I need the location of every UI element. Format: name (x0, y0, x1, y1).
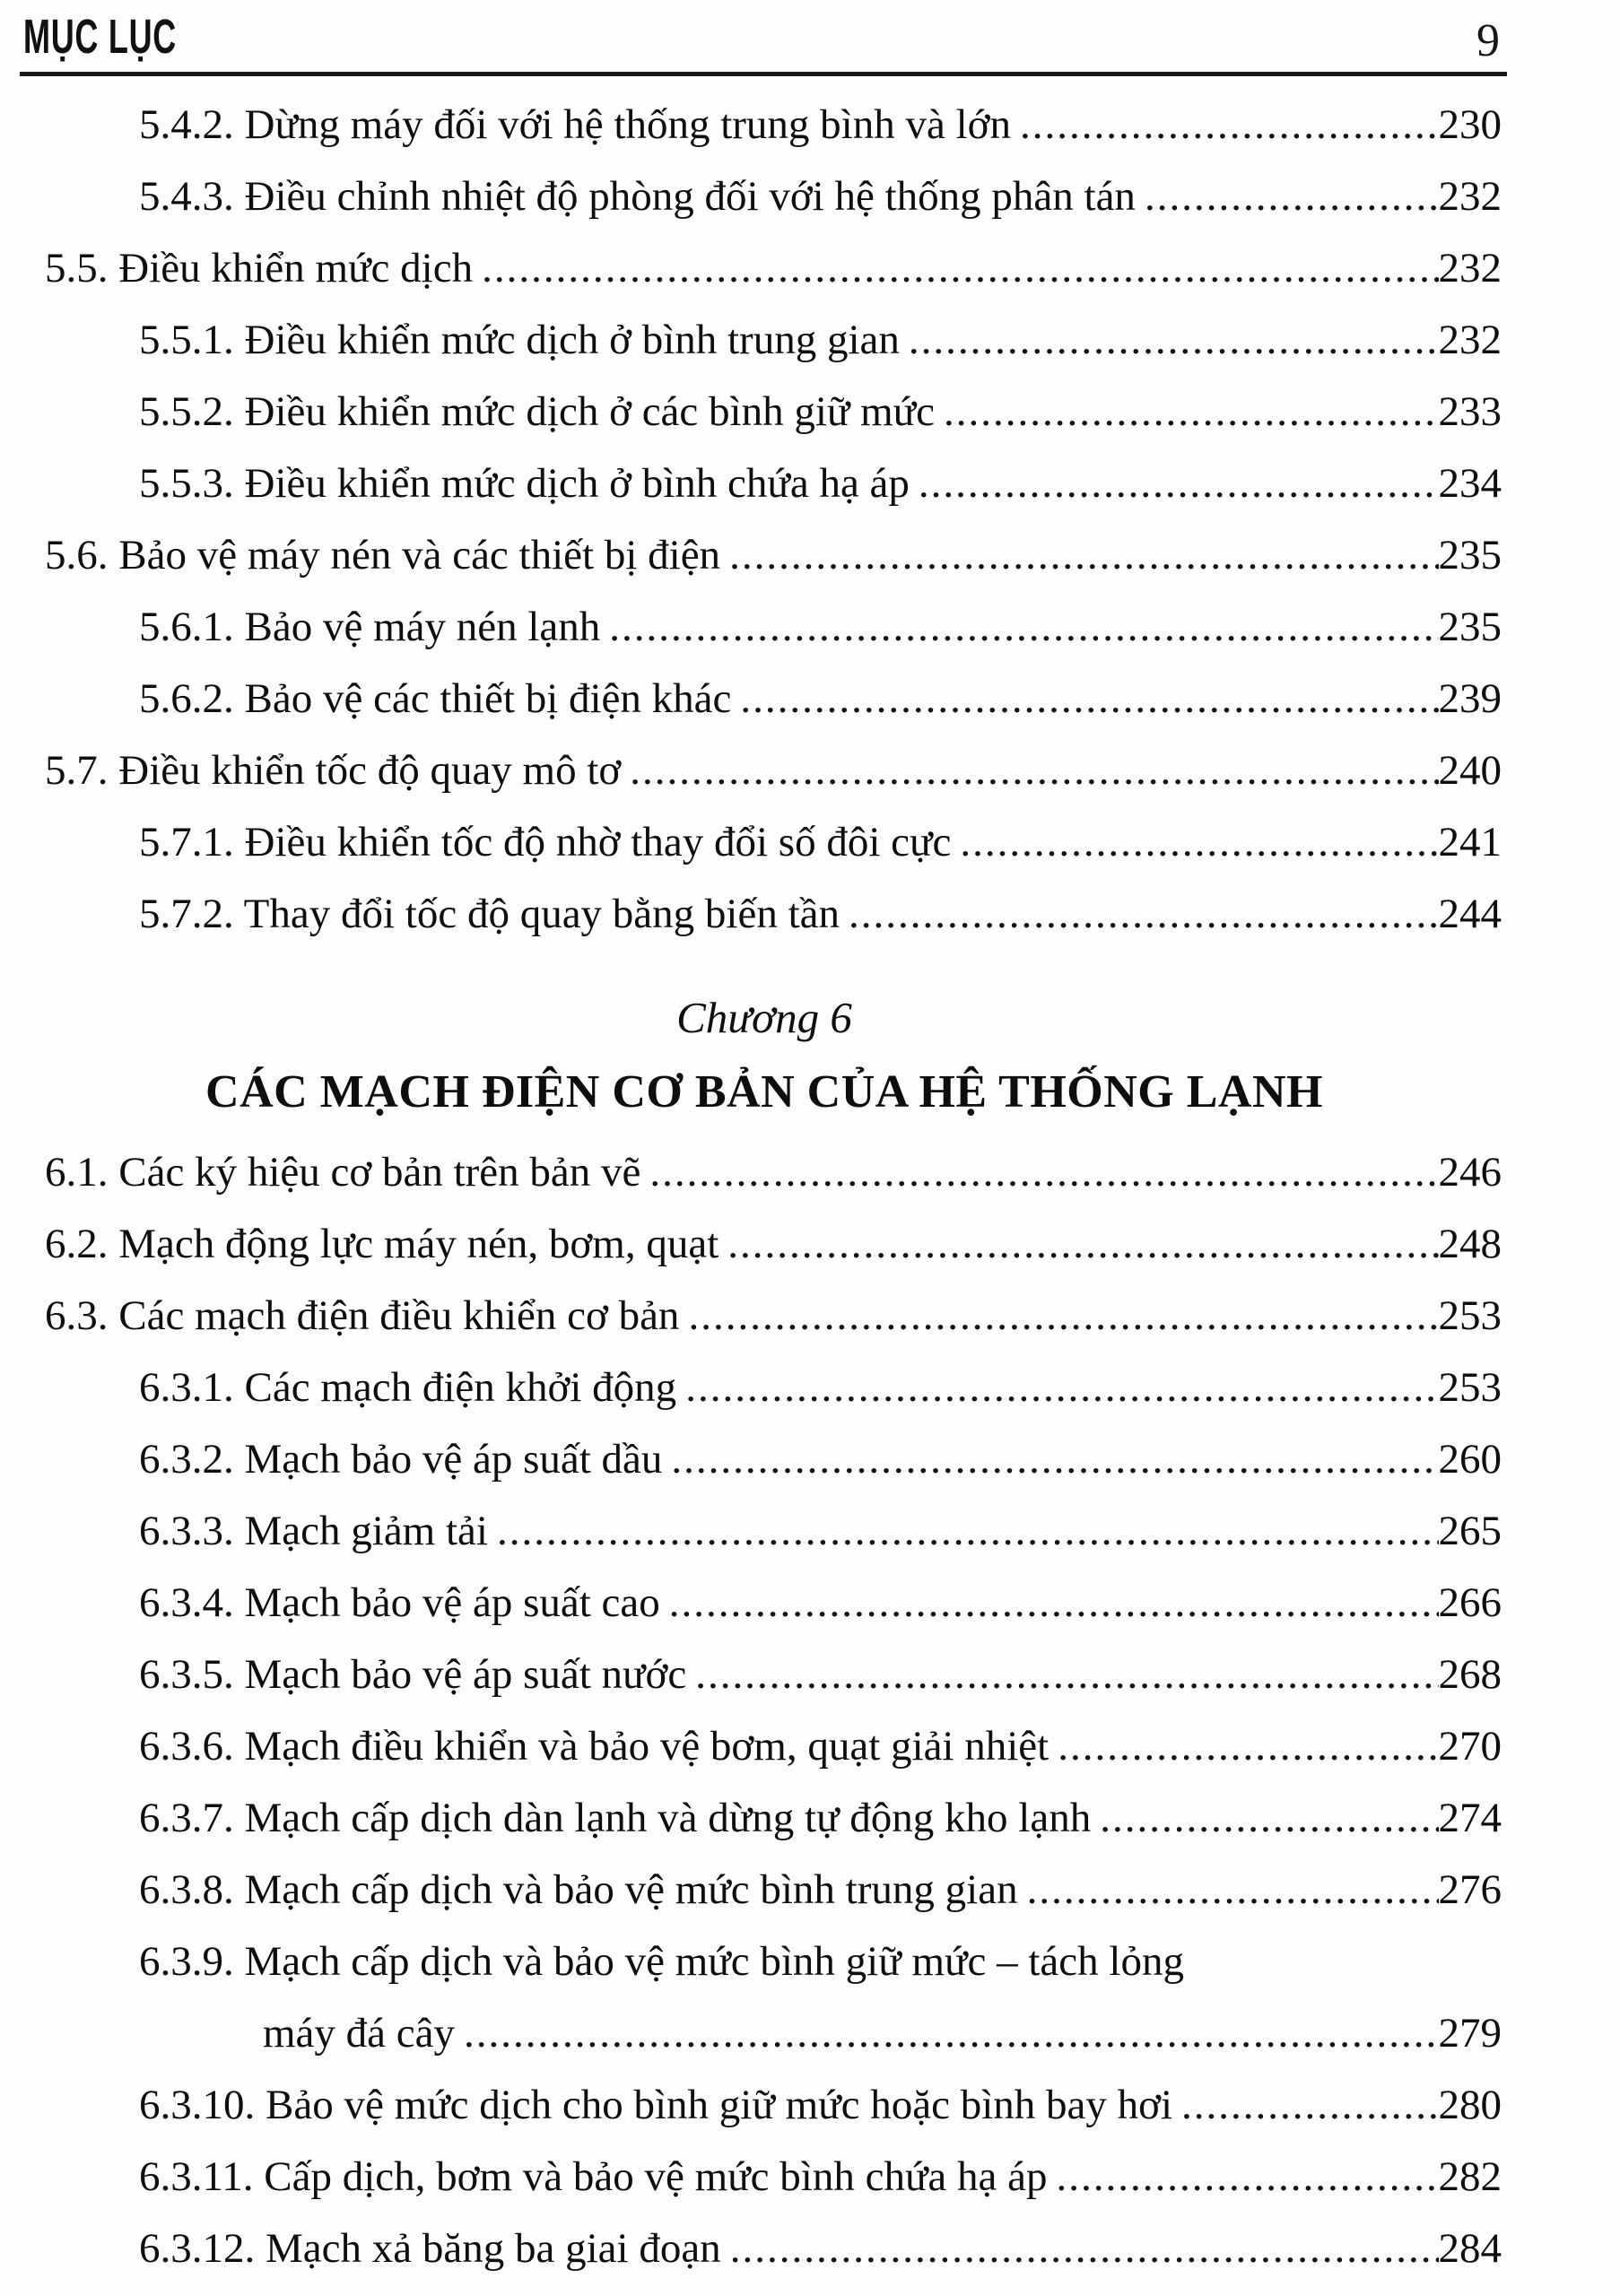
toc-entry-label: 6.3.5. Mạch bảo vệ áp suất nước (139, 1651, 687, 1698)
table-of-contents (0, 76, 1620, 2284)
toc-entry (0, 1854, 1502, 1926)
toc-entry (0, 448, 1502, 519)
toc-entry-page: 232 (1438, 173, 1502, 220)
chapter-title: CÁC MẠCH ĐIỆN CƠ BẢN CỦA HỆ THỐNG LẠNH (205, 1066, 1323, 1118)
page-header-title: MỤC LỤC (23, 9, 178, 64)
chapter-kicker: Chương 6 (676, 993, 852, 1042)
dot-leader (740, 663, 1438, 735)
dot-leader (688, 1280, 1438, 1352)
dot-leader (609, 591, 1438, 663)
toc-entry-label: 6.2. Mạch động lực máy nén, bơm, quạt (45, 1221, 719, 1267)
toc-entry-label: 6.3.3. Mạch giảm tải (139, 1508, 488, 1554)
toc-entry-label: máy đá cây (263, 2010, 456, 2057)
page-number: 9 (1476, 15, 1500, 66)
toc-entry (0, 1567, 1502, 1639)
toc-entry (0, 663, 1502, 735)
toc-entry-label: 5.4.3. Điều chỉnh nhiệt độ phòng đối với hệ thống phân tán (139, 173, 1136, 220)
toc-entry-label: 5.5.1. Điều khiển mức dịch ở bình trung gian (139, 317, 900, 363)
toc-entry-label: 6.3.11. Cấp dịch, bơm và bảo vệ mức bình chứa hạ áp (139, 2153, 1048, 2200)
toc-entry-label: 5.5. Điều khiển mức dịch (45, 245, 474, 291)
dot-leader (944, 376, 1438, 448)
toc-entry-label: 5.7.2. Thay đổi tốc độ quay bằng biến tần (139, 891, 840, 937)
dot-leader (695, 1639, 1438, 1710)
dot-leader (1057, 2141, 1439, 2213)
toc-entry-page: 246 (1438, 1149, 1502, 1196)
toc-entry-page: 280 (1438, 2082, 1502, 2128)
toc-entry-page: 232 (1438, 317, 1502, 363)
toc-entry (0, 304, 1502, 376)
toc-entry-label: 5.6. Bảo vệ máy nén và các thiết bị điện (45, 532, 721, 578)
toc-entry (0, 232, 1502, 304)
toc-entry (0, 2141, 1502, 2213)
toc-entry (0, 89, 1502, 161)
dot-leader (729, 519, 1438, 591)
toc-entry-page: 234 (1438, 460, 1502, 507)
toc-entry-page: 253 (1438, 1292, 1502, 1339)
dot-leader (909, 304, 1439, 376)
dot-leader (482, 232, 1438, 304)
toc-entry-page: 233 (1438, 388, 1502, 435)
dot-leader (685, 1352, 1438, 1423)
toc-entry-label: 6.3.4. Mạch bảo vệ áp suất cao (139, 1579, 660, 1626)
toc-entry-page: 248 (1438, 1221, 1502, 1267)
toc-entry-label: 6.3.10. Bảo vệ mức dịch cho bình giữ mức hoặc bình bay hơi (139, 2082, 1173, 2128)
toc-entry-label: 6.3.9. Mạch cấp dịch và bảo vệ mức bình giữ mức – tách lỏng (139, 1938, 1184, 1985)
toc-entry-page: 235 (1438, 604, 1502, 650)
toc-entry (0, 1136, 1502, 1208)
toc-entry (0, 806, 1502, 878)
toc-entry (0, 1208, 1502, 1280)
toc-entry-page: 260 (1438, 1436, 1502, 1483)
dot-leader (497, 1495, 1439, 1567)
toc-entry-label: 6.3.6. Mạch điều khiển và bảo vệ bơm, quạt giải nhiệt (139, 1723, 1050, 1770)
toc-entry-page: 244 (1438, 891, 1502, 937)
toc-entry (0, 2213, 1502, 2284)
toc-entry-page: 282 (1438, 2153, 1502, 2200)
toc-entry (0, 1782, 1502, 1854)
toc-entry (0, 878, 1502, 950)
toc-entry-page: 279 (1438, 2010, 1502, 2057)
toc-entry (0, 2069, 1502, 2141)
toc-entry-label: 5.7.1. Điều khiển tốc độ nhờ thay đổi số đôi cực (139, 819, 952, 865)
toc-entry (0, 1997, 1502, 2069)
toc-entry-page: 253 (1438, 1364, 1502, 1411)
toc-entry-page: 230 (1438, 101, 1502, 148)
toc-entry-page: 240 (1438, 747, 1502, 794)
toc-entry-page: 274 (1438, 1795, 1502, 1841)
toc-entry-label: 5.5.3. Điều khiển mức dịch ở bình chứa hạ áp (139, 460, 910, 507)
dot-leader (464, 1997, 1438, 2069)
dot-leader (671, 1423, 1438, 1495)
toc-entry-label: 5.4.2. Dừng máy đối với hệ thống trung bình và lớn (139, 101, 1012, 148)
toc-entry (0, 1710, 1502, 1782)
dot-leader (1020, 89, 1438, 161)
dot-leader (1100, 1782, 1438, 1854)
toc-entry-page: 241 (1438, 819, 1502, 865)
toc-entry (0, 519, 1502, 591)
dot-leader (730, 2213, 1439, 2284)
dot-leader (1181, 2069, 1438, 2141)
toc-entry-page: 276 (1438, 1866, 1502, 1913)
toc-entry (0, 591, 1502, 663)
toc-entry-label: 5.6.2. Bảo vệ các thiết bị điện khác (139, 675, 732, 722)
toc-entry-label: 6.3.1. Các mạch điện khởi động (139, 1364, 677, 1411)
toc-entry (0, 376, 1502, 448)
toc-entry-label: 5.5.2. Điều khiển mức dịch ở các bình giữ mức (139, 388, 936, 435)
toc-entry-page: 268 (1438, 1651, 1502, 1698)
toc-entry (0, 1280, 1502, 1352)
toc-entry-page: 270 (1438, 1723, 1502, 1770)
chapter-heading (0, 982, 1502, 1131)
dot-leader (630, 735, 1438, 806)
toc-entry-page: 232 (1438, 245, 1502, 291)
page-header (20, 0, 1507, 76)
dot-leader (1058, 1710, 1438, 1782)
toc-entry-page: 239 (1438, 675, 1502, 722)
toc-entry-label: 6.3.12. Mạch xả băng ba giai đoạn (139, 2225, 721, 2272)
dot-leader (849, 878, 1438, 950)
toc-entry-page: 266 (1438, 1579, 1502, 1626)
toc-entry-label: 5.7. Điều khiển tốc độ quay mô tơ (45, 747, 622, 794)
dot-leader (669, 1567, 1439, 1639)
toc-entry-label: 6.3.2. Mạch bảo vệ áp suất dầu (139, 1436, 663, 1483)
toc-entry (0, 1926, 1502, 1997)
toc-entry (0, 1639, 1502, 1710)
dot-leader (1027, 1854, 1439, 1926)
dot-leader (649, 1136, 1438, 1208)
toc-entry-label: 6.1. Các ký hiệu cơ bản trên bản vẽ (45, 1149, 641, 1196)
dot-leader (1145, 161, 1439, 232)
toc-entry-page: 265 (1438, 1508, 1502, 1554)
toc-entry-label: 6.3.8. Mạch cấp dịch và bảo vệ mức bình trung gian (139, 1866, 1018, 1913)
toc-entry-label: 5.6.1. Bảo vệ máy nén lạnh (139, 604, 601, 650)
dot-leader (960, 806, 1438, 878)
toc-entry (0, 161, 1502, 232)
toc-section-chapter6 (0, 1136, 1502, 2284)
toc-entry-page: 284 (1438, 2225, 1502, 2272)
toc-entry-label: 6.3. Các mạch điện điều khiển cơ bản (45, 1292, 680, 1339)
toc-entry (0, 735, 1502, 806)
dot-leader (727, 1208, 1438, 1280)
toc-entry (0, 1423, 1502, 1495)
toc-entry (0, 1352, 1502, 1423)
dot-leader (919, 448, 1439, 519)
toc-entry (0, 1495, 1502, 1567)
toc-entry-page: 235 (1438, 532, 1502, 578)
toc-entry-label: 6.3.7. Mạch cấp dịch dàn lạnh và dừng tự động kho lạnh (139, 1795, 1092, 1841)
toc-section-chapter5 (0, 89, 1502, 950)
